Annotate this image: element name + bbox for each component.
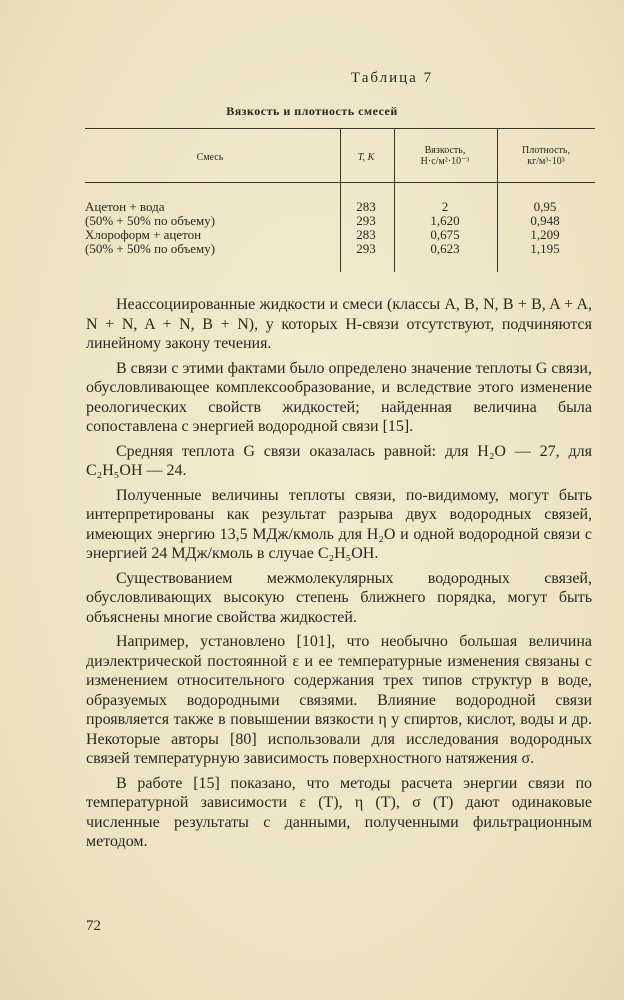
- row-viscosity: 0,623: [430, 241, 460, 256]
- header-temperature: T, К: [357, 152, 375, 163]
- row-temperature: 283: [356, 199, 376, 214]
- header-viscosity: [396, 145, 494, 167]
- row-mixture: (50% + 50% по объему): [85, 213, 216, 228]
- paragraph: В связи с этими фактами было определено значение теплоты G связи, обусловливающее комплексообразование, и вследствие этого изменение реологических свойств жидкостей; найденная величина была сопоставлена с энергией водородной связи [15].: [86, 359, 592, 435]
- table-title: Вязкость и плотность смесей: [226, 104, 398, 118]
- row-temperature: 293: [356, 213, 376, 228]
- row-mixture: (50% + 50% по объему): [85, 241, 216, 256]
- row-density: 0,95: [533, 199, 557, 214]
- header-density: [500, 145, 592, 167]
- row-density: 0,948: [530, 213, 560, 228]
- table-col-divider-2: [394, 128, 395, 272]
- paragraph: Существованием межмолекулярных водородных связей, обусловливающих высокую степень ближнего порядка, могут быть объяснены многие свойства жидкостей.: [86, 569, 592, 626]
- row-viscosity: 0,675: [430, 227, 460, 242]
- paragraph: Полученные величины теплоты связи, по-видимому, могут быть интерпретированы как результат разрыва двух водородных связей, имеющих энергию 13,5 МДж/кмоль для H₂O и одной водородной связи с энергией 24 МДж/кмоль в случае C₂H₅OH.: [86, 486, 592, 562]
- paragraph: Например, установлено [101], что необычно большая величина диэлектрической постоянной ε и ее температурные изменения связаны с изменением относительного содержания трех типов структур в воде, образуемых водородными связями. Влияние водородной связи проявляется также в повышении вязкости η у спиртов, кислот, воды и др. Некоторые авторы [80] использовали для исследования водородных связей температурную зависимость поверхностного натяжения σ.: [86, 633, 592, 767]
- paragraph: В работе [15] показано, что методы расчета энергии связи по температурной зависимости ε (T), η (T), σ (T) дают одинаковые численные результаты с данными, полученными фильтрационным методом.: [86, 774, 592, 850]
- page-number: 72: [86, 918, 101, 934]
- row-mixture: Ацетон + вода: [85, 199, 165, 214]
- header-viscosity-line1: Вязкость,: [424, 145, 466, 156]
- table-caption: Таблица 7: [350, 70, 434, 86]
- table-col-divider-3: [497, 128, 498, 272]
- row-viscosity: 1,620: [430, 213, 460, 228]
- header-density-line2: кг/м³·10³: [527, 156, 565, 167]
- paragraph: Неассоциированные жидкости и смеси (классы A, B, N, B + B, A + A, N + N, A + N, B + N), у которых H-связи отсутствуют, подчиняются линейному закону течения.: [86, 296, 592, 352]
- header-mixture: Смесь: [196, 152, 224, 163]
- row-temperature: 293: [356, 241, 376, 256]
- row-temperature: 283: [356, 227, 376, 242]
- paragraph: Средняя теплота G связи оказалась равной: для H₂O — 27, для C₂H₅OH — 24.: [86, 442, 592, 479]
- row-density: 1,209: [530, 227, 560, 242]
- row-mixture: Хлороформ + ацетон: [85, 227, 202, 242]
- header-density-line1: Плотность,: [522, 145, 570, 156]
- body-text: [86, 295, 592, 852]
- row-density: 1,195: [530, 241, 560, 256]
- table-col-divider-1: [340, 128, 341, 272]
- header-viscosity-line2: Н·с/м²·10⁻³: [420, 156, 470, 167]
- row-viscosity: 2: [441, 199, 449, 214]
